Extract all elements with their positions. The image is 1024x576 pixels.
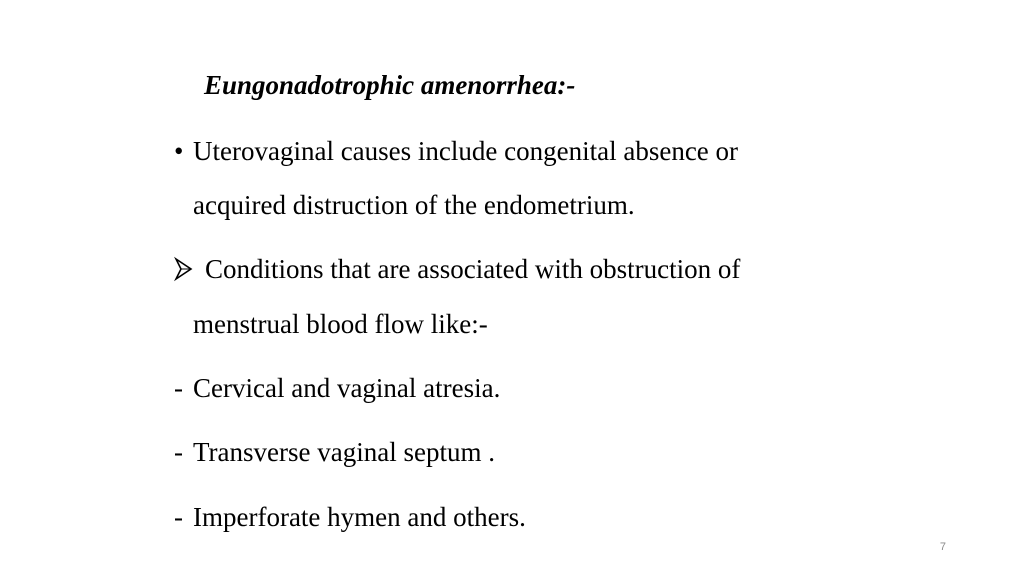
sub-item-dash: -: [174, 373, 183, 403]
bullet-2-line-2: menstrual blood flow like:-: [193, 309, 488, 339]
bullet-2-line-1: Conditions that are associated with obstruction of: [205, 254, 741, 284]
sub-item-cervical-atresia: Cervical and vaginal atresia.: [193, 373, 501, 403]
bullet-1-line-1: Uterovaginal causes include congenital absence or: [193, 136, 739, 166]
sub-item-dash: -: [174, 502, 183, 532]
sub-item-dash: -: [174, 437, 183, 467]
bullet-1-line-2: acquired distruction of the endometrium.: [193, 190, 635, 220]
arrow-bullet-icon: [174, 256, 194, 282]
bullet-marker: •: [174, 136, 184, 166]
page-number: 7: [939, 541, 946, 553]
slide-title: Eungonadotrophic amenorrhea:-: [204, 70, 576, 100]
sub-item-transverse-septum: Transverse vaginal septum .: [193, 437, 495, 467]
sub-item-imperforate-hymen: Imperforate hymen and others.: [193, 502, 526, 532]
